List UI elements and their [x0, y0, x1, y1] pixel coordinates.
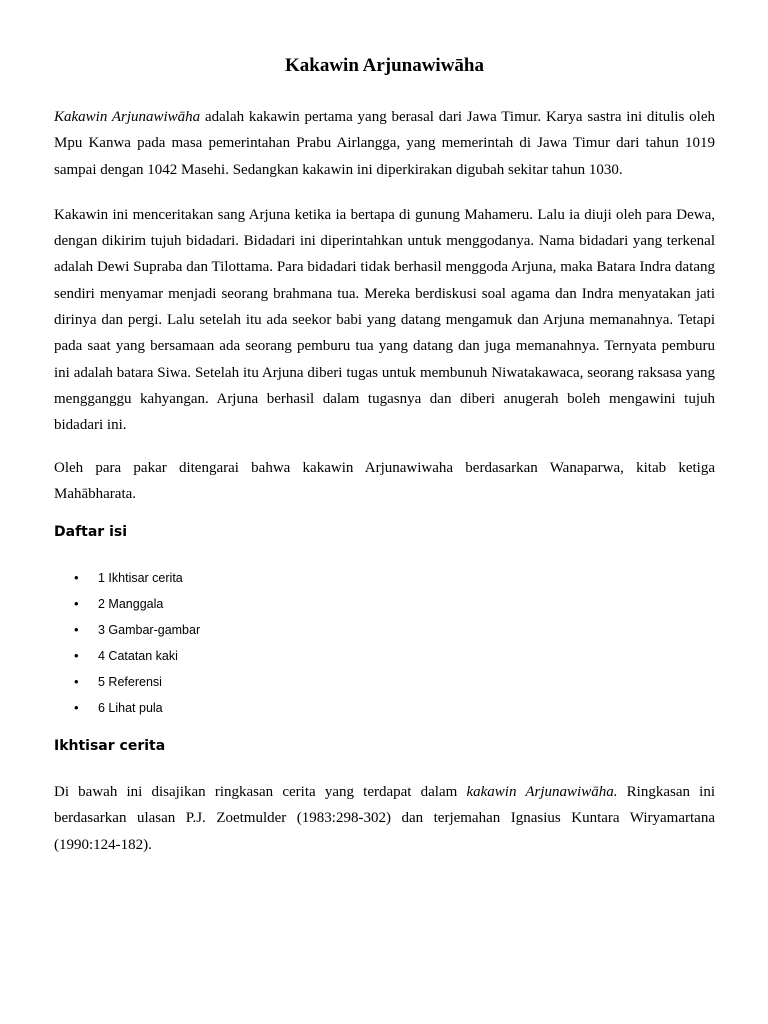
summary-text-after: Ringkasan ini berdasarkan ulasan P.J. Zoetmulder (1983:298-302) dan terjemahan Ignasius Kuntara Wiryamartana (1990:124-182).: [54, 784, 716, 853]
intro-paragraph: [54, 104, 715, 183]
toc-item-label: 3 Gambar-gambar: [98, 623, 201, 638]
source-paragraph: Oleh para pakar ditengarai bahwa kakawin Arjunawiwaha berdasarkan Wanaparwa, kitab ketiga Mahābharata.: [54, 459, 715, 502]
story-paragraph: Kakawin ini menceritakan sang Arjuna ketika ia bertapa di gunung Mahameru. Lalu ia diuji oleh para Dewa, dengan dikirim tujuh bidadari. Bidadari ini diperintahkan untuk menggodanya. Nama bidadari yang terkenal adalah Dewi Supraba dan Tilottama. Para bidadari tidak berhasil menggoda Arjuna, maka Batara Indra datang sendiri menyamar menjadi seorang brahmana tua. Mereka berdiskusi soal agama dan Indra menyatakan jati dirinya dan pergi. Lalu setelah itu ada seekor babi yang datang mengamuk dan Arjuna memanahnya. Tetapi pada saat yang bersamaan ada seorang pemburu tua yang datang dan juga memanahnya. Ternyata pemburu ini adalah batara Siwa. Setelah itu Arjuna diberi tugas untuk membunuh Niwatakawaca, seorang raksasa yang mengganggu kahyangan. Arjuna berhasil dalam tugasnya dan diberi anugerah boleh mengawini tujuh bidadari ini.: [54, 206, 715, 434]
toc-item-label: 5 Referensi: [98, 675, 162, 690]
toc-heading: Daftar isi: [54, 524, 128, 541]
toc-item-label: 2 Manggala: [98, 597, 164, 612]
document-page: [54, 52, 715, 858]
toc-item[interactable]: [54, 695, 715, 721]
toc-item-label: 1 Ikhtisar cerita: [98, 571, 183, 586]
intro-italic-term: Kakawin Arjunawiwāha: [54, 109, 201, 125]
page-title: Kakawin Arjunawiwāha: [284, 55, 485, 76]
toc-item[interactable]: [54, 591, 715, 617]
summary-text-before: Di bawah ini disajikan ringkasan cerita yang terdapat dalam: [54, 784, 467, 801]
bullet-icon: •: [74, 674, 79, 690]
bullet-icon: •: [74, 700, 79, 716]
toc-item-label: 4 Catatan kaki: [98, 649, 178, 664]
bullet-icon: •: [74, 648, 79, 664]
bullet-icon: •: [74, 570, 79, 586]
table-of-contents: [54, 565, 715, 721]
intro-text: adalah kakawin pertama yang berasal dari Jawa Timur. Karya sastra ini ditulis oleh Mpu Kanwa pada masa pemerintahan Prabu Airlangga, yang memerintah di Jawa Timur dari tahun 1019 sampai dengan 1042 Masehi. Sedangkan kakawin ini diperkirakan digubah sekitar tahun 1030.: [54, 109, 715, 178]
summary-italic-term: kakawin Arjunawiwāha.: [466, 784, 618, 801]
toc-item[interactable]: [54, 617, 715, 643]
toc-item[interactable]: [54, 643, 715, 669]
bullet-icon: •: [74, 596, 79, 612]
summary-paragraph: [54, 779, 715, 858]
toc-item[interactable]: [54, 565, 715, 591]
toc-item[interactable]: [54, 669, 715, 695]
toc-item-label: 6 Lihat pula: [98, 701, 163, 716]
section-heading: Ikhtisar cerita: [54, 738, 166, 755]
bullet-icon: •: [74, 622, 79, 638]
